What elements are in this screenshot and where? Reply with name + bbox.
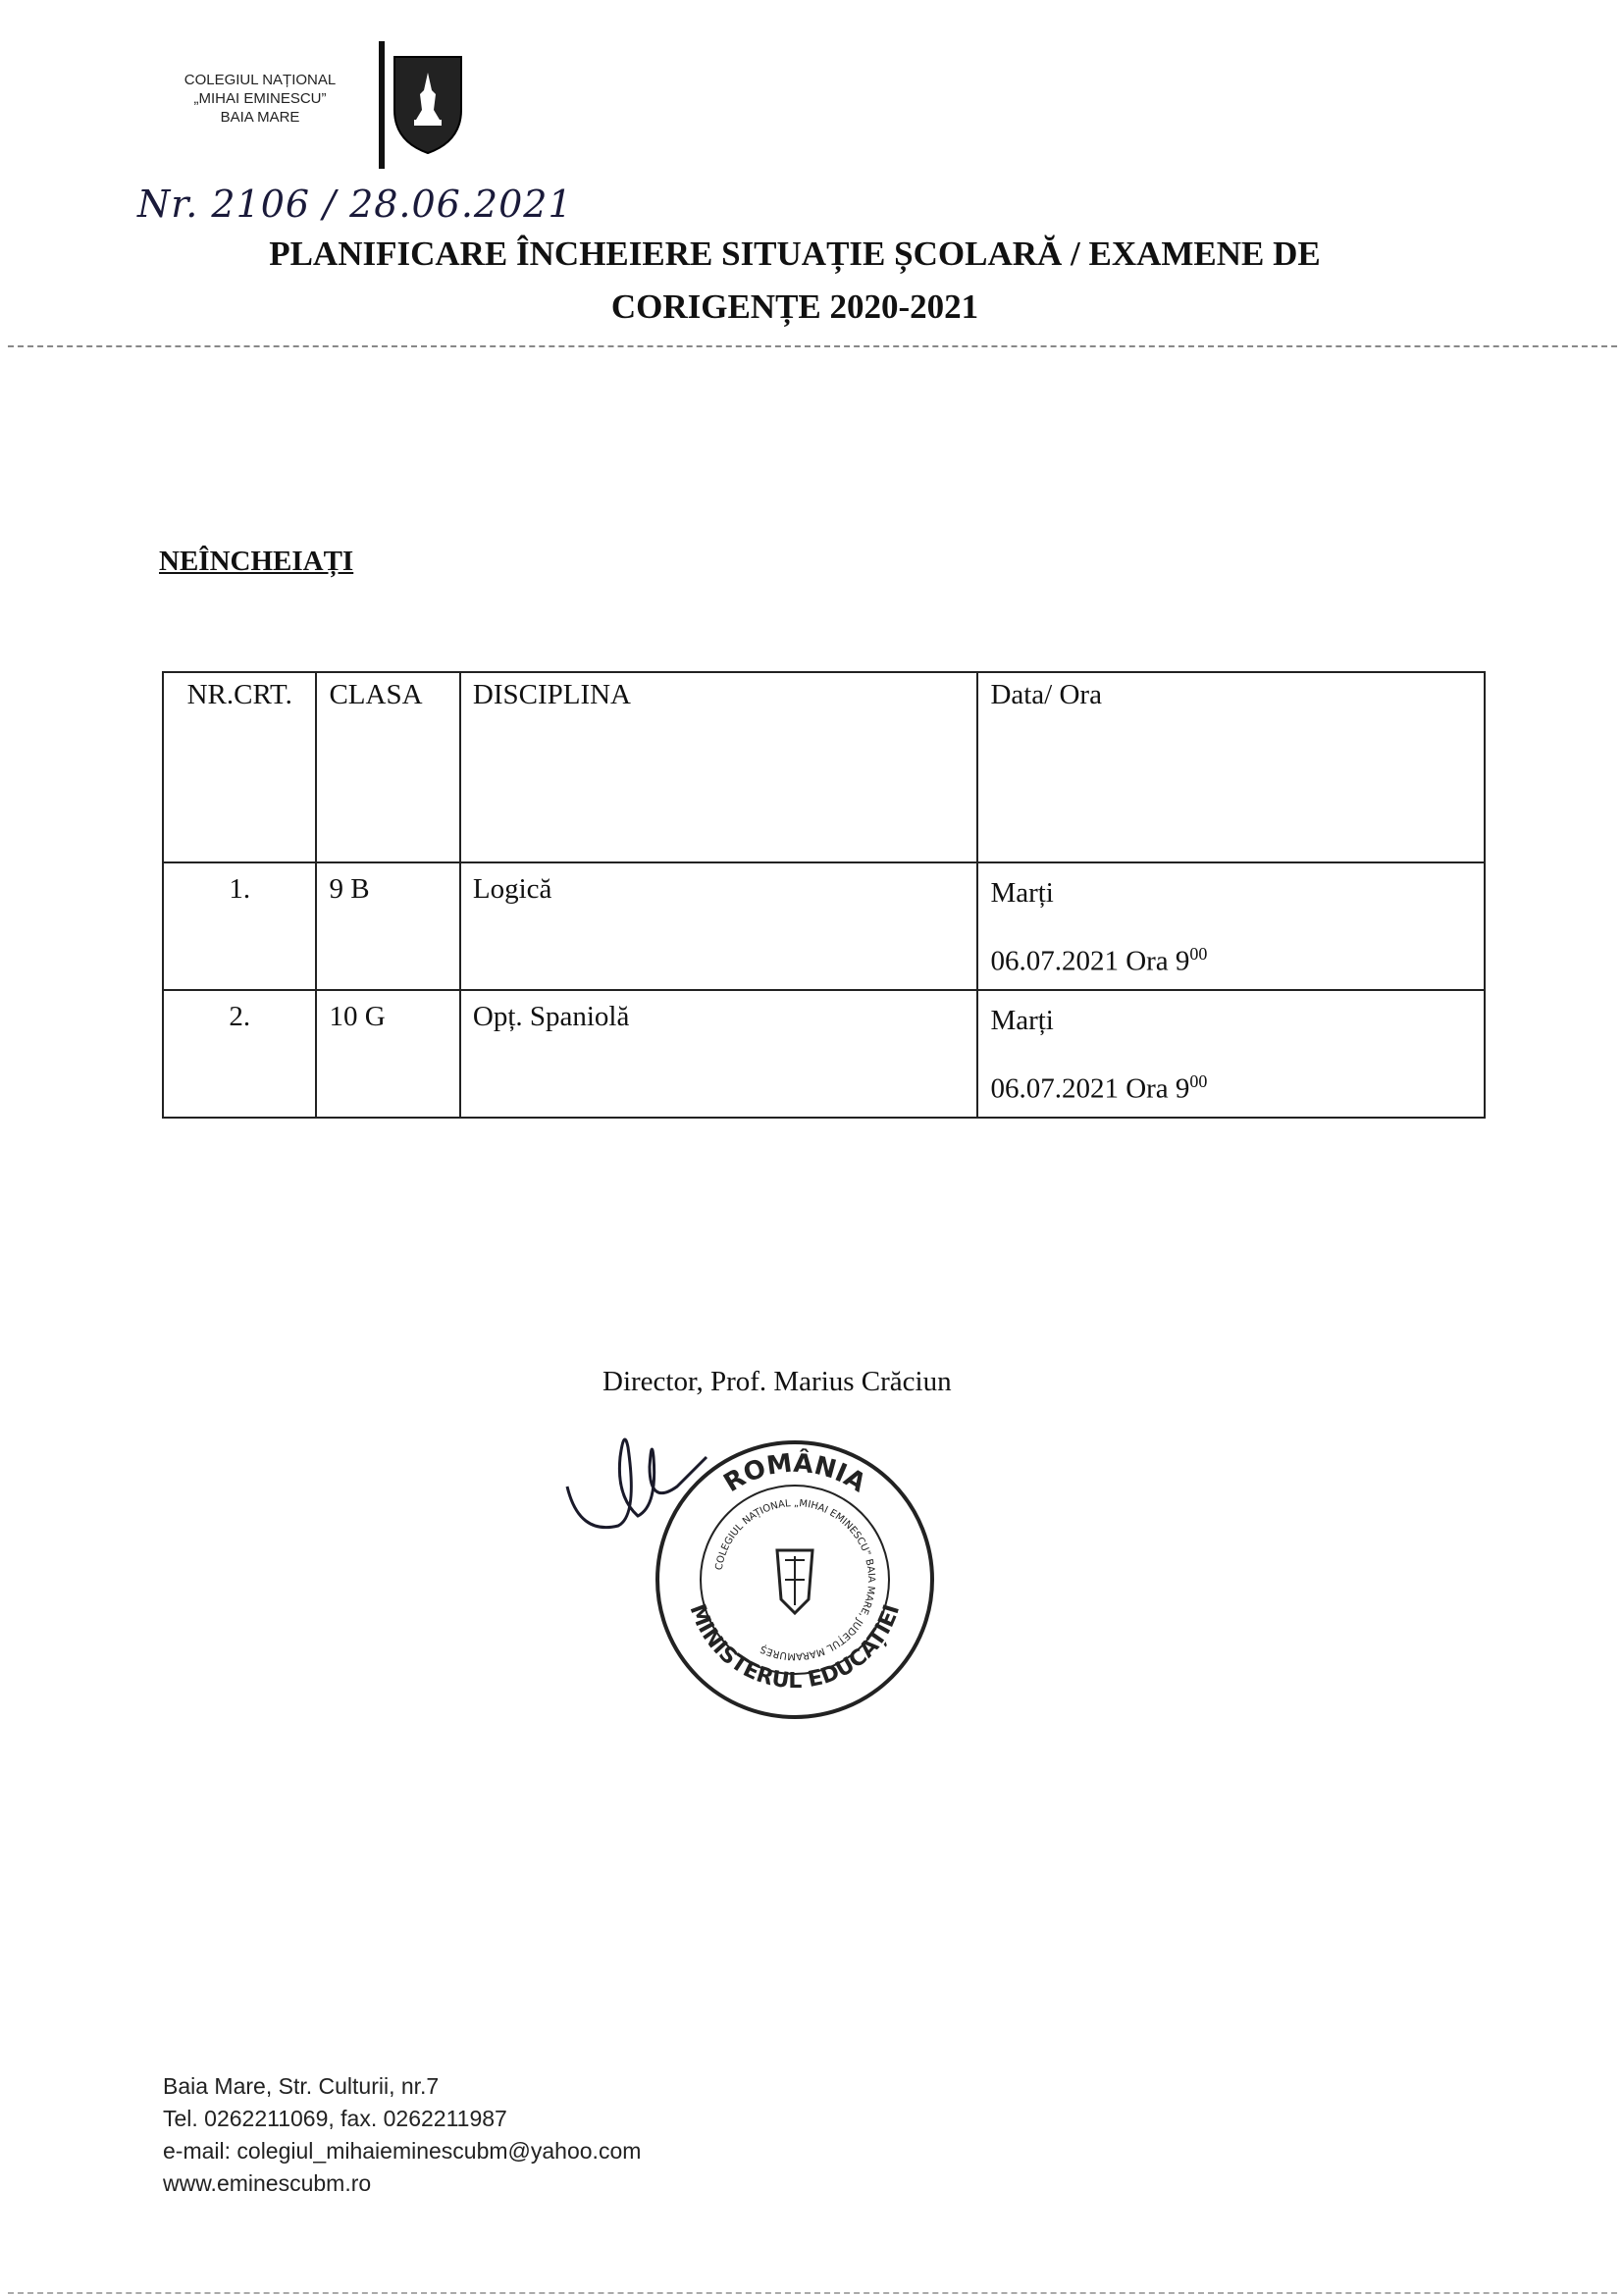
cell-disciplina: Logică [460, 862, 978, 990]
header-clasa: CLASA [316, 672, 459, 862]
footer-phone: Tel. 0262211069, fax. 0262211987 [163, 2106, 507, 2131]
stamp-top-text: ROMÂNIA [718, 1448, 871, 1499]
footer-address: Baia Mare, Str. Culturii, nr.7 [163, 2073, 440, 2099]
cell-clasa: 10 G [316, 990, 459, 1118]
cell-data-ora [977, 862, 1485, 990]
header-data-ora: Data/ Ora [977, 672, 1485, 862]
header-nr-crt: NR.CRT. [163, 672, 316, 862]
stamp-bottom-text: MINISTERUL EDUCAȚIEI [684, 1600, 906, 1695]
footer-contact [163, 2070, 641, 2200]
cell-disciplina: Opț. Spaniolă [460, 990, 978, 1118]
footer-website: www.eminescubm.ro [163, 2170, 372, 2196]
school-crest-icon [389, 51, 467, 157]
table-header-row [163, 672, 1485, 862]
cell-minutes: 00 [1189, 944, 1208, 964]
school-name-line-2: „MIHAI EMINESCU” [193, 90, 327, 107]
cell-minutes: 00 [1189, 1071, 1208, 1091]
table-row [163, 990, 1485, 1118]
cell-nr: 1. [163, 862, 316, 990]
cell-date-hour: 06.07.2021 Ora 9 [990, 1072, 1190, 1105]
cell-day: Marți [990, 877, 1054, 909]
exam-schedule-table [162, 671, 1486, 1119]
document-title-line-1: PLANIFICARE ÎNCHEIERE SITUAȚIE ȘCOLARĂ / EXAMENE DE [269, 235, 1321, 273]
header-divider [379, 41, 385, 169]
official-stamp-icon [648, 1433, 942, 1727]
cell-nr: 2. [163, 990, 316, 1118]
registration-number: Nr. 2106 / 28.06.2021 [137, 183, 573, 226]
cell-data-ora [977, 990, 1485, 1118]
cell-date-time [990, 1062, 1472, 1109]
header-disciplina: DISCIPLINA [460, 672, 978, 862]
table-row [163, 862, 1485, 990]
footer-email: e-mail: colegiul_mihaieminescubm@yahoo.com [163, 2138, 642, 2164]
school-name-line-1: COLEGIUL NAȚIONAL [183, 72, 337, 88]
footer-separator [8, 2292, 1617, 2294]
cell-date-hour: 06.07.2021 Ora 9 [990, 945, 1190, 977]
cell-clasa: 9 B [316, 862, 459, 990]
cell-day: Marți [990, 1005, 1054, 1036]
stamp-inner-text: COLEGIUL NAȚIONAL „MIHAI EMINESCU” BAIA MARE, JUDEȚUL MARAMUREȘ [713, 1497, 877, 1662]
document-title-line-2: CORIGENȚE 2020-2021 [610, 287, 979, 326]
director-signature-line: Director, Prof. Marius Crăciun [602, 1366, 952, 1397]
section-heading: NEÎNCHEIAȚI [159, 546, 354, 577]
school-name-header [147, 71, 373, 127]
document-title [157, 228, 1433, 334]
header-separator [8, 345, 1617, 347]
cell-date-time [990, 934, 1472, 981]
school-name-line-3: BAIA MARE [220, 109, 300, 126]
